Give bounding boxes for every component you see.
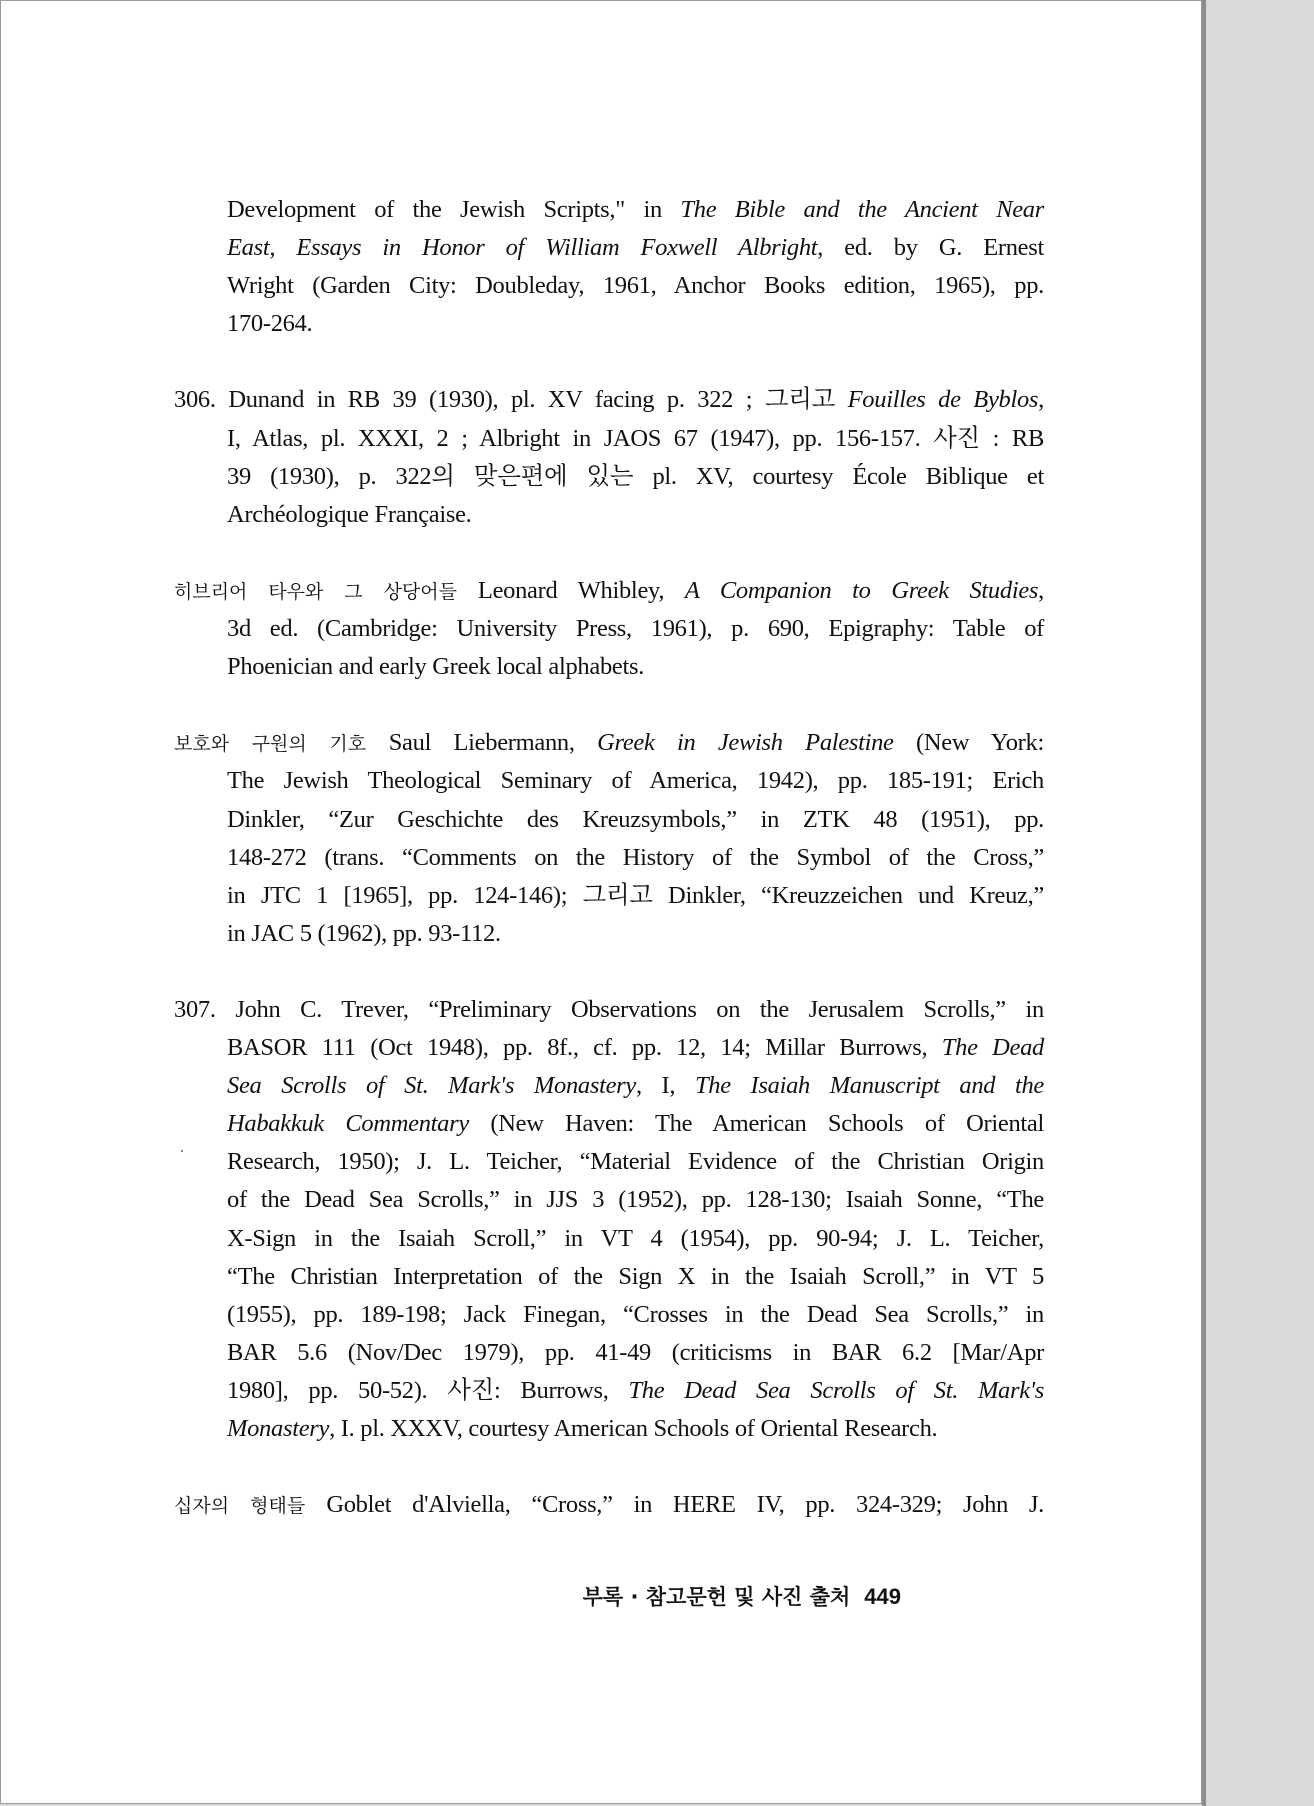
text-line [174, 915, 1044, 953]
text-line [174, 381, 1044, 419]
text-line [174, 1410, 1044, 1448]
text-segment: in JAC 5 (1962), pp. 93-112. [227, 919, 501, 947]
text-line [174, 610, 1044, 648]
bibliography-entry [174, 572, 1044, 686]
text-segment: , [1038, 386, 1044, 414]
text-segment: , I. pl. XXXV, courtesy American Schools of Oriental Research. [329, 1415, 938, 1442]
page-edge [1202, 0, 1206, 1806]
text-segment: Saul Liebermann, [388, 729, 598, 757]
text-line [174, 762, 1044, 800]
bibliography-entry [174, 724, 1044, 953]
text-line [174, 458, 1044, 496]
text-segment: Archéologique Française. [227, 500, 472, 528]
italic-title: The Dead Sea Scrolls of St. Mark's [628, 1376, 1044, 1404]
text-line [174, 229, 1044, 267]
text-line [174, 991, 1044, 1029]
text-segment: 3d ed. (Cambridge: University Press, 1961), p. 690, Epigraphy: Table of [227, 615, 1044, 643]
running-footer-title: 부록 · 참고문헌 및 사진 출처 [582, 1585, 851, 1609]
text-segment: X-Sign in the Isaiah Scroll,” in VT 4 (1954), pp. 90-94; J. L. Teicher, [227, 1224, 1044, 1252]
text-line [174, 191, 1044, 229]
text-segment: “The Christian Interpretation of the Sign X in the Isaiah Scroll,” in VT 5 [227, 1262, 1044, 1290]
text-segment: 148-272 (trans. “Comments on the History of the Symbol of the Cross,” [227, 843, 1044, 871]
text-line [174, 1029, 1044, 1067]
text-segment: , ed. by G. Ernest [817, 234, 1044, 262]
text-segment: 306. [174, 386, 229, 414]
text-segment: , I, [636, 1072, 695, 1100]
text-line [174, 839, 1044, 877]
text-segment: , [1038, 576, 1044, 604]
italic-title: The Bible and the Ancient Near [680, 196, 1044, 223]
italic-title: East, Essays in Honor of William Foxwell Albright [227, 234, 818, 262]
text-segment: Research, 1950); J. L. Teicher, “Material Evidence of the Christian Origin [227, 1148, 1044, 1176]
bibliography-entry [174, 1486, 1044, 1524]
text-segment: Leonard Whibley, [477, 576, 685, 604]
text-line [174, 1334, 1044, 1372]
italic-title: A Companion to Greek Studies [684, 576, 1039, 604]
italic-title: Greek in Jewish Palestine [597, 729, 894, 757]
text-line [174, 572, 1044, 610]
italic-title: Monastery [227, 1415, 330, 1442]
section-heading: 보호와 구원의 기호 [174, 733, 389, 756]
text-line [174, 877, 1044, 915]
italic-title: The Isaiah Manuscript and the [694, 1072, 1044, 1100]
text-segment: (New York: [893, 729, 1044, 757]
text-segment: Phoenician and early Greek local alphabets. [227, 653, 645, 681]
italic-title: The Dead [941, 1034, 1045, 1062]
text-line [174, 305, 1044, 343]
text-segment: of the Dead Sea Scrolls,” in JJS 3 (1952), pp. 128-130; Isaiah Sonne, “The [227, 1186, 1044, 1214]
text-line [174, 1486, 1044, 1524]
text-line [174, 1143, 1044, 1181]
text-line [174, 1067, 1044, 1105]
text-segment: BAR 5.6 (Nov/Dec 1979), pp. 41-49 (criticisms in BAR 6.2 [Mar/Apr [227, 1338, 1044, 1366]
text-line [174, 1181, 1044, 1219]
text-line [174, 801, 1044, 839]
section-heading: 히브리어 타우와 그 상당어들 [174, 580, 478, 603]
text-segment: (1955), pp. 189-198; Jack Finegan, “Crosses in the Dead Sea Scrolls,” in [227, 1300, 1044, 1328]
text-line [174, 724, 1044, 762]
text-segment: Dinkler, “Zur Geschichte des Kreuzsymbols,” in ZTK 48 (1951), pp. [227, 805, 1044, 833]
text-line [174, 648, 1044, 686]
page-number: 449 [864, 1584, 901, 1609]
text-segment: (New Haven: The American Schools of Oriental [468, 1110, 1044, 1138]
text-segment: Goblet d'Alviella, “Cross,” in HERE IV, pp. 324-329; John J. [326, 1491, 1044, 1519]
italic-title: Fouilles de Byblos [847, 386, 1039, 414]
section-heading: 십자의 형태들 [174, 1495, 327, 1518]
stray-mark [181, 1150, 183, 1152]
text-line [174, 1296, 1044, 1334]
text-segment: 1980], pp. 50-52). 사진: Burrows, [227, 1376, 629, 1404]
italic-title: Sea Scrolls of St. Mark's Monastery [227, 1072, 636, 1100]
text-line [174, 420, 1044, 458]
text-segment: John C. Trever, “Preliminary Observations on the Jerusalem Scrolls,” in [235, 995, 1044, 1023]
bibliography-entry [174, 991, 1044, 1448]
text-line [174, 1220, 1044, 1258]
bibliography-entry [174, 381, 1044, 533]
text-segment: BASOR 111 (Oct 1948), pp. 8f., cf. pp. 12, 14; Millar Burrows, [227, 1034, 942, 1062]
text-segment: 307. [174, 995, 236, 1023]
text-line [174, 496, 1044, 534]
text-line [174, 1105, 1044, 1143]
text-segment: 39 (1930), p. 322의 맞은편에 있는 pl. XV, courtesy École Biblique et [227, 462, 1044, 490]
text-line [174, 1258, 1044, 1296]
bibliography-entry [174, 191, 1044, 343]
bibliography-notes [174, 191, 1044, 1562]
text-segment: 170-264. [227, 310, 313, 338]
text-line [174, 267, 1044, 305]
text-segment: The Jewish Theological Seminary of America, 1942), pp. 185-191; Erich [227, 767, 1044, 795]
text-segment: in JTC 1 [1965], pp. 124-146); 그리고 Dinkler, “Kreuzzeichen und Kreuz,” [227, 881, 1044, 909]
text-segment: Dunand in RB 39 (1930), pl. XV facing p. 322 ; 그리고 [228, 386, 848, 414]
text-line [174, 1372, 1044, 1410]
page-footer [583, 1581, 901, 1611]
italic-title: Habakkuk Commentary [227, 1110, 469, 1138]
text-segment: I, Atlas, pl. XXXI, 2 ; Albright in JAOS 67 (1947), pp. 156-157. 사진 : RB [227, 424, 1044, 452]
text-segment: Development of the Jewish Scripts," in [227, 196, 681, 223]
text-segment: Wright (Garden City: Doubleday, 1961, Anchor Books edition, 1965), pp. [227, 272, 1044, 300]
